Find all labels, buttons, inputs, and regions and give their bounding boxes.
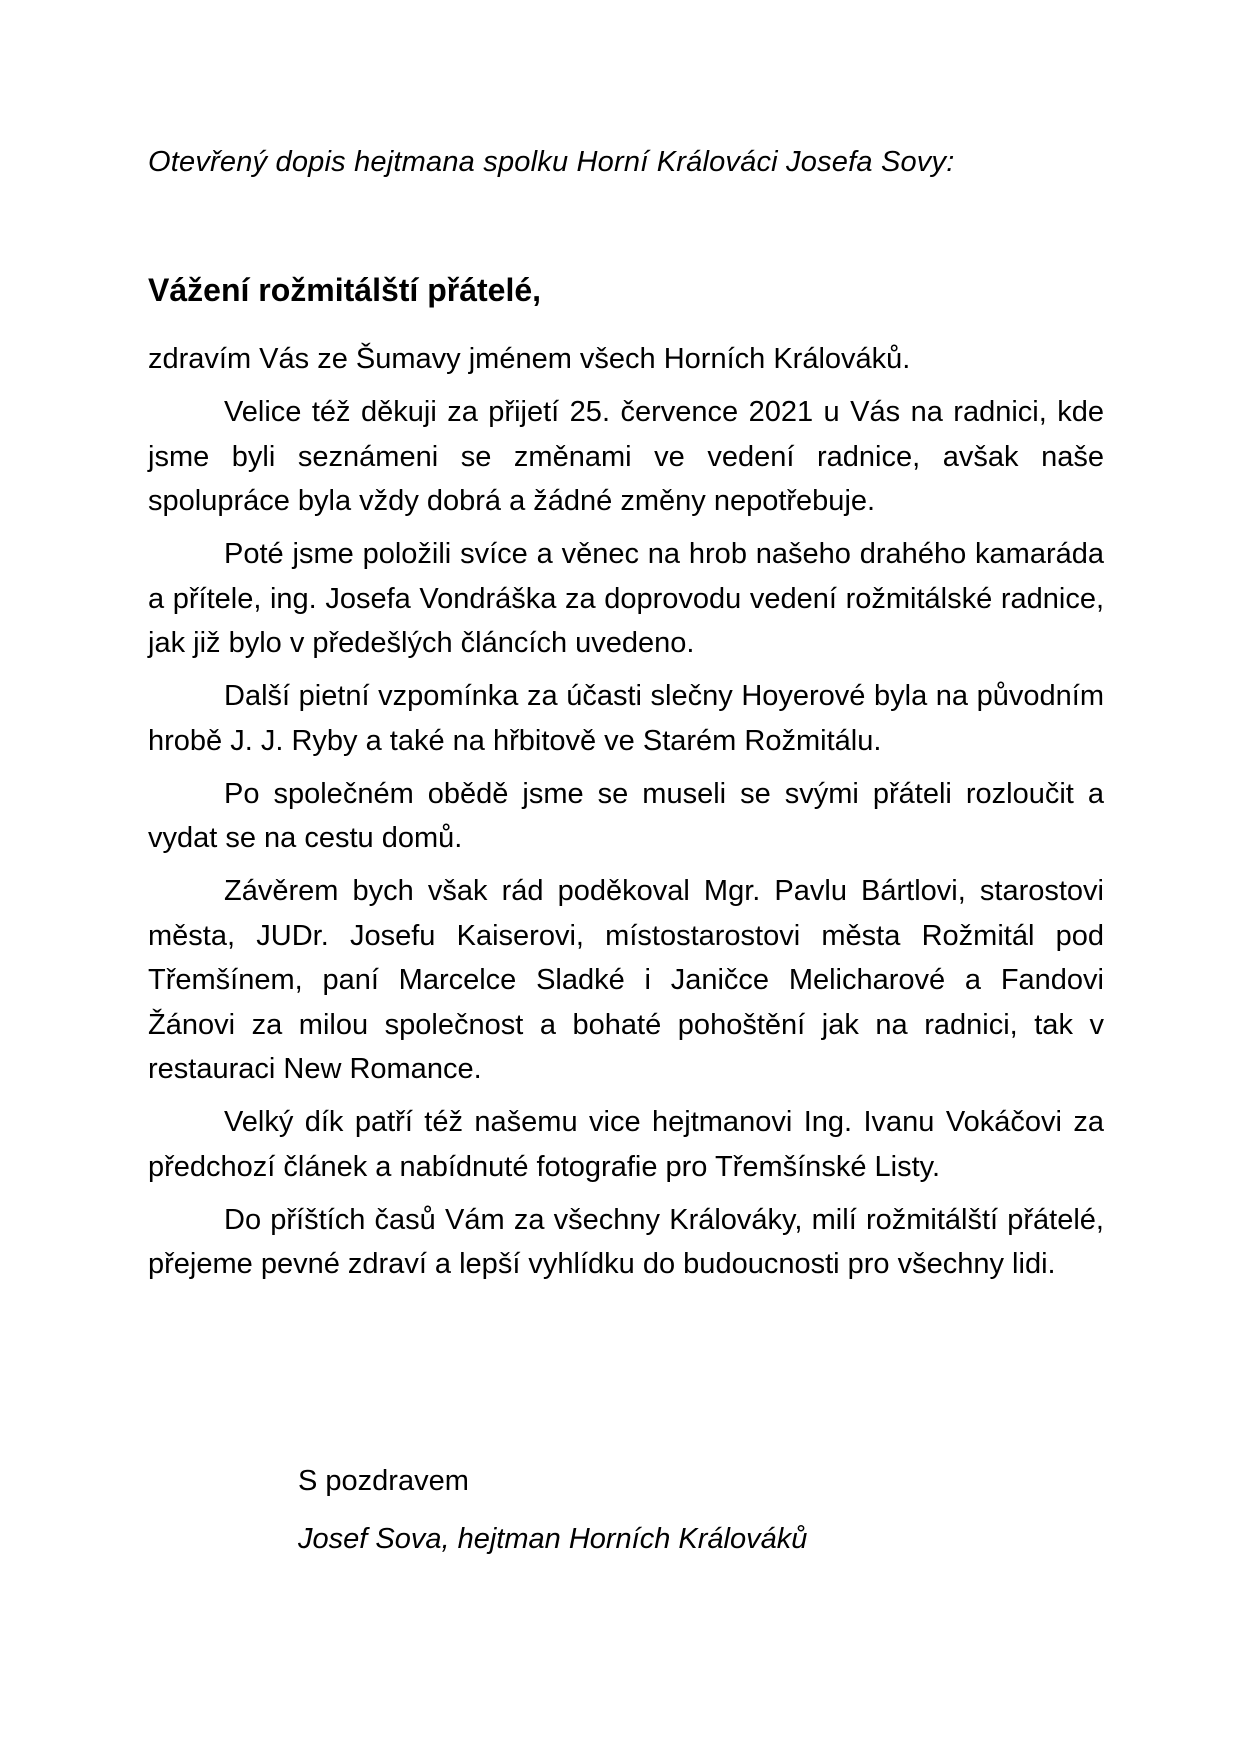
paragraph-memorial: Další pietní vzpomínka za účasti slečny Hoyerové byla na původním hrobě J. J. Ryby a také na hřbitově ve Starém Rožmitálu.: [148, 680, 1104, 757]
paragraph-farewell: Po společném obědě jsme se museli se svými přáteli rozloučit a vydat se na cestu domů.: [148, 777, 1104, 854]
paragraph-reception: Velice též děkuji za přijetí 25. července 2021 u Vás na radnici, kde jsme byli seznámeni se změnami ve vedení radnice, avšak naše spolupráce byla vždy dobrá a žádné změny nepotřebuje.: [148, 396, 1104, 517]
paragraph-vice-thanks: Velký dík patří též našemu vice hejtmanovi Ing. Ivanu Vokáčovi za předchozí článek a nabídnuté fotografie pro Třemšínské Listy.: [148, 1106, 1104, 1183]
paragraph-thanks: Závěrem bych však rád poděkoval Mgr. Pavlu Bártlovi, starostovi města, JUDr. Josefu Kaiserovi, místostarostovi města Rožmitál pod Třemšínem, paní Marcelce Sladké i Janičce Melicharové a Fandovi Žánovi za milou společnost a bohaté pohoštění jak na radnici, tak v restauraci New Romance.: [148, 875, 1104, 1085]
letter-body: [148, 337, 1104, 1295]
closing-line: S pozdravem: [298, 1465, 469, 1497]
signature: Josef Sova, hejtman Horních Králováků: [298, 1523, 808, 1555]
paragraph-grave-visit: Poté jsme položili svíce a věnec na hrob našeho drahého kamaráda a přítele, ing. Josefa Vondráška za doprovodu vedení rožmitálské radnice, jak již bylo v předešlých článcích uvedeno.: [148, 538, 1104, 659]
greeting-line: zdravím Vás ze Šumavy jménem všech Horních Králováků.: [148, 343, 911, 375]
salutation: Vážení rožmitálští přátelé,: [148, 272, 542, 308]
paragraph-wishes: Do příštích časů Vám za všechny Králováky, milí rožmitálští přátelé, přejeme pevné zdraví a lepší vyhlídku do budoucnosti pro všechny lidi.: [148, 1203, 1104, 1280]
letter-title: Otevřený dopis hejtmana spolku Horní Králováci Josefa Sovy:: [148, 146, 955, 178]
